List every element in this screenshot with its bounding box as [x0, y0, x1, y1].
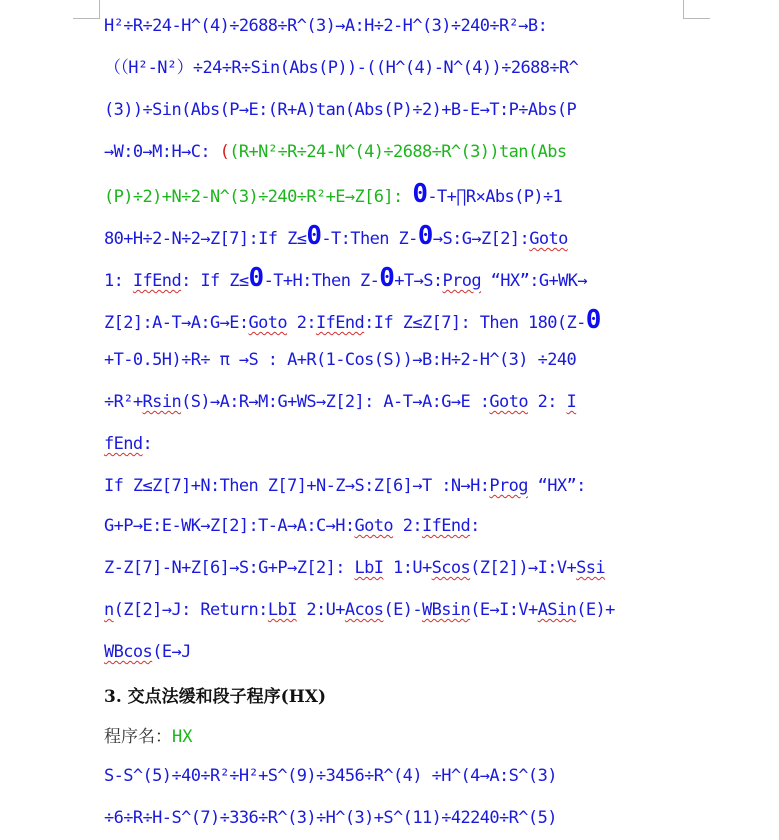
code-line: Z[2]:A-T→A:G→E:Goto 2:IfEnd:If Z≤Z[7]: Then 180(Z-0	[104, 305, 601, 335]
code-line: S-S^(5)÷40÷R²÷H²+S^(9)÷3456÷R^(4) ÷H^(4→A:S^(3)	[104, 766, 557, 786]
code-line: fEnd:	[104, 434, 153, 454]
code-line: ÷6÷R÷H-S^(7)÷336÷R^(3)÷H^(3)+S^(11)÷42240÷R^(5)	[104, 808, 557, 828]
code-line: (3))÷Sin(Abs(P→E:(R+A)tan(Abs(P)÷2)+B-E→T:P÷Abs(P	[104, 100, 577, 120]
program-label: 程序名：	[104, 727, 172, 747]
program-name-line	[104, 722, 192, 747]
page-corner-mark-left	[73, 0, 100, 19]
code-line: 1: IfEnd: If Z≤0-T+H:Then Z-0+T→S:Prog “HX”:G+WK→	[104, 263, 588, 293]
code-line: WBcos(E→J	[104, 642, 191, 662]
code-line: (P)÷2)+N÷2-N^(3)÷240÷R²+E→Z[6]: 0-T+∏R×Abs(P)÷1	[104, 179, 563, 209]
code-line: n(Z[2]→J: Return:LbI 2:U+Acos(E)-WBsin(E→I:V+ASin(E)+	[104, 600, 615, 620]
code-line: G+P→E:E-WK→Z[2]:T-A→A:C→H:Goto 2:IfEnd:	[104, 516, 480, 536]
code-line: Z-Z[7]-N+Z[6]→S:G+P→Z[2]: LbI 1:U+Scos(Z[2])→I:V+Ssi	[104, 558, 606, 578]
program-name: HX	[172, 727, 193, 747]
page-corner-mark-right	[683, 0, 710, 19]
code-line: ÷R²+Rsin(S)→A:R→M:G+WS→Z[2]: A-T→A:G→E :Goto 2: I	[104, 392, 577, 412]
code-line: H²÷R÷24-H^(4)÷2688÷R^(3)→A:H÷2-H^(3)÷240÷R²→B:	[104, 16, 548, 36]
code-line: +T-0.5H)÷R÷ π →S : A+R(1-Cos(S))→B:H÷2-H^(3) ÷240	[104, 350, 577, 370]
section-heading: 3. 交点法缓和段子程序(HX)	[104, 687, 327, 707]
code-line: If Z≤Z[7]+N:Then Z[7]+N-Z→S:Z[6]→T :N→H:Prog “HX”:	[104, 476, 586, 496]
code-line: 80+H÷2-N÷2→Z[7]:If Z≤0-T:Then Z-0→S:G→Z[2]:Goto	[104, 221, 568, 251]
code-line: →W:0→M:H→C: ((R+N²÷R÷24-N^(4)÷2688÷R^(3))tan(Abs	[104, 142, 567, 162]
code-line: （（H²-N²）÷24÷R÷Sin(Abs(P))-((H^(4)-N^(4))÷2688÷R^	[104, 58, 579, 78]
spellcheck-underline: Goto	[529, 229, 568, 249]
highlight-green: (R+N²÷R÷24-N^(4)÷2688÷R^(3))tan(Abs	[229, 142, 567, 162]
